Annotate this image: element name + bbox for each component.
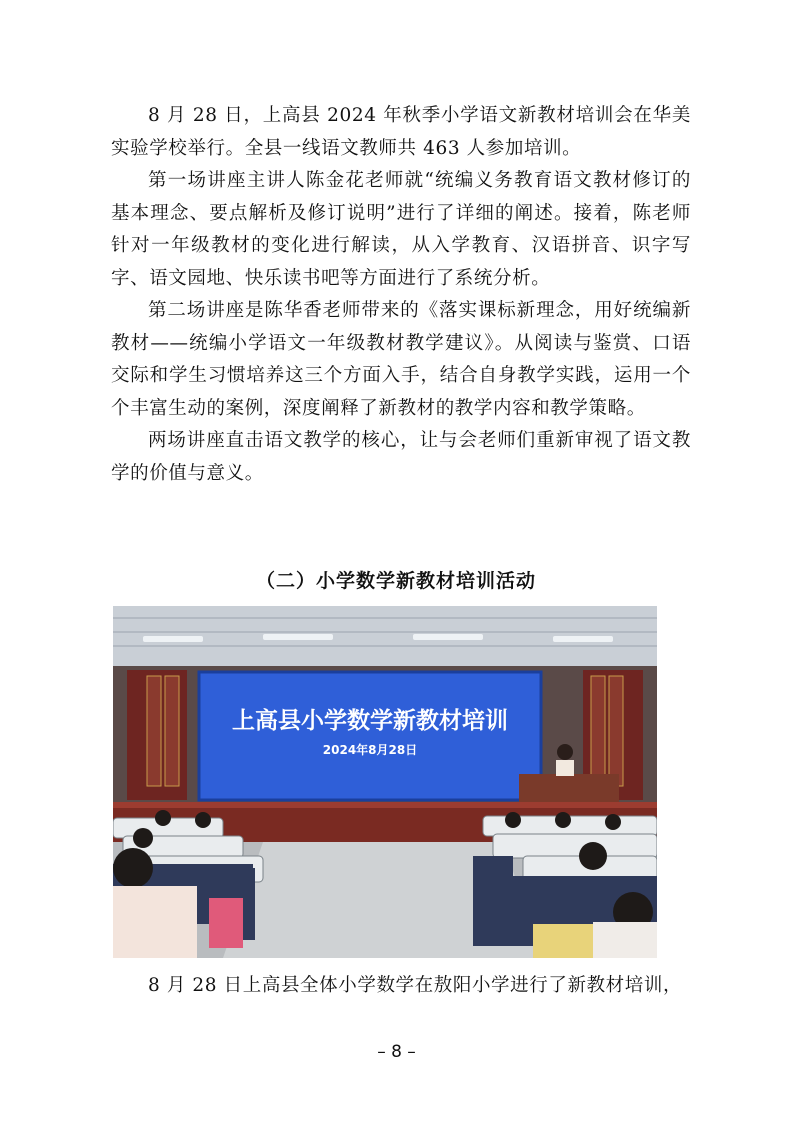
paragraph-3: 第二场讲座是陈华香老师带来的《落实课标新理念，用好统编新教材——统编小学语文一年级教材教学建议》。从阅读与鉴赏、口语交际和学生习惯培养这三个方面入手，结合自身教学实践，运用一个个丰富生动的案例，深度阐释了新教材的教学内容和教学策略。 [111,300,691,419]
photo-caption: 8 月 28 日上高县全体小学数学在敖阳小学进行了新教材培训， [148,975,683,996]
section-heading: （二）小学数学新教材培训活动 [255,570,536,592]
paragraph-4: 两场讲座直击语文教学的核心，让与会老师们重新审视了语文教学的价值与意义。 [111,430,691,484]
screen-title: 上高县小学数学新教材培训 [232,708,508,734]
screen-date: 2024年8月28日 [322,743,418,757]
paragraph-2: 第一场讲座主讲人陈金花老师就“统编义务教育语文教材修订的基本理念、要点解析及修订说明”进行了详细的阐述。接着，陈老师针对一年级教材的变化进行解读，从入学教育、汉语拼音、识字写字、语文园地、快乐读书吧等方面进行了系统分析。 [111,170,691,289]
body-text [111,100,691,490]
paragraph-1: 8 月 28 日，上高县 2024 年秋季小学语文新教材培训会在华美实验学校举行。全县一线语文教师共 463 人参加培训。 [111,105,691,159]
page-number: – 8 – [377,1042,416,1062]
training-photo [113,606,657,958]
